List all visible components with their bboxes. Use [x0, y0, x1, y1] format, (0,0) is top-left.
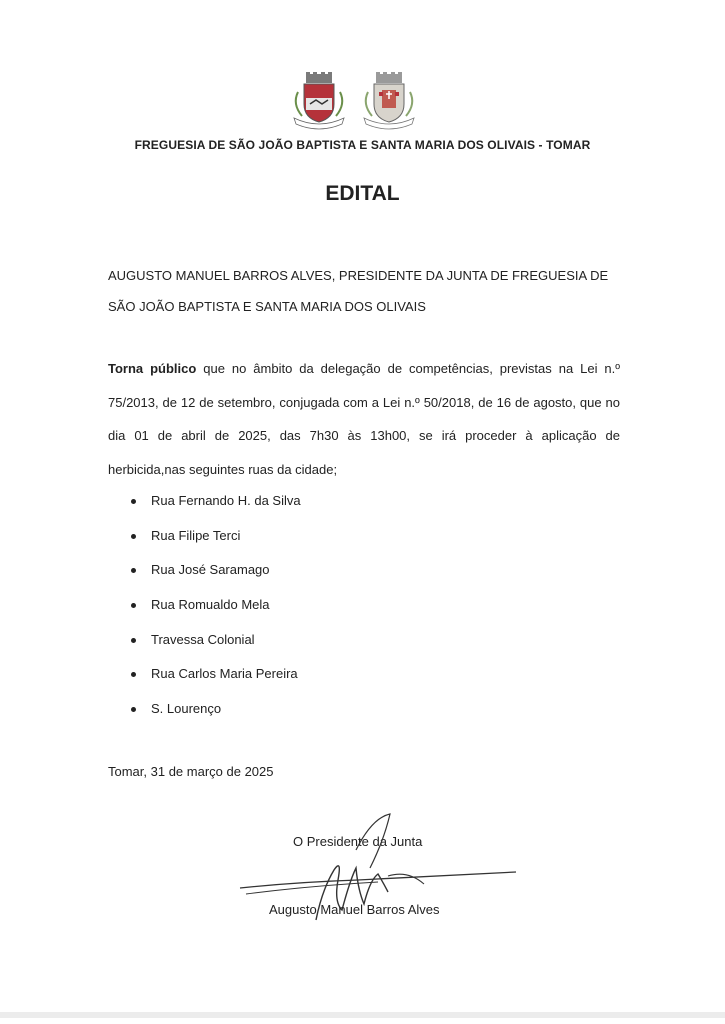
bullet-icon — [131, 672, 136, 677]
organization-title: FREGUESIA DE SÃO JOÃO BAPTISTA E SANTA MARIA DOS OLIVAIS - TOMAR — [134, 138, 591, 152]
bullet-icon — [131, 707, 136, 712]
issuer-block — [108, 260, 618, 322]
list-item — [108, 484, 608, 519]
street-name: Rua Fernando H. da Silva — [151, 493, 301, 508]
issuer-line-2: SÃO JOÃO BAPTISTA E SANTA MARIA DOS OLIVAIS — [108, 299, 426, 314]
street-name: Rua Romualdo Mela — [151, 597, 270, 613]
footer-divider — [0, 1012, 725, 1018]
street-name: Travessa Colonial — [151, 631, 255, 647]
document-title: EDITAL — [325, 182, 400, 205]
street-name: Rua Carlos Maria Pereira — [151, 666, 298, 682]
bullet-icon — [131, 638, 136, 643]
place-date: Tomar, 31 de março de 2025 — [108, 764, 274, 779]
list-item — [108, 657, 608, 692]
crest-santa-maria-olivais-icon — [358, 72, 420, 134]
bullet-icon — [131, 499, 136, 504]
bullet-icon — [131, 534, 136, 539]
announcement-lead: Torna público — [108, 361, 197, 376]
announcement-text: que no âmbito da delegação de competências, previstas na Lei n.º 75/2013, de 12 de setembro, conjugada com a Lei n.º 50/2018, de 16 de agosto, que no dia 01 de abril de 2025, das 7h30 às 13h00, se irá proceder à aplicação de herbicida,nas seguintes ruas da cidade; — [108, 361, 620, 477]
bullet-icon — [131, 603, 136, 608]
list-item — [108, 588, 608, 623]
issuer-line-1: AUGUSTO MANUEL BARROS ALVES, PRESIDENTE DA JUNTA DE FREGUESIA DE — [108, 268, 609, 283]
list-item — [108, 692, 608, 727]
signature-name: Augusto Manuel Barros Alves — [269, 902, 440, 917]
announcement-paragraph — [108, 352, 620, 486]
crest-sao-joao-baptista-icon — [288, 72, 350, 134]
street-name: Rua José Saramago — [151, 562, 270, 578]
crests — [0, 72, 725, 134]
signature-role: O Presidente da Junta — [293, 834, 423, 849]
street-name: S. Lourenço — [151, 701, 222, 717]
list-item — [108, 623, 608, 658]
list-item — [108, 519, 608, 554]
list-item — [108, 553, 608, 588]
street-list — [108, 484, 608, 727]
bullet-icon — [131, 568, 136, 573]
street-name: Rua Filipe Terci — [151, 527, 241, 543]
